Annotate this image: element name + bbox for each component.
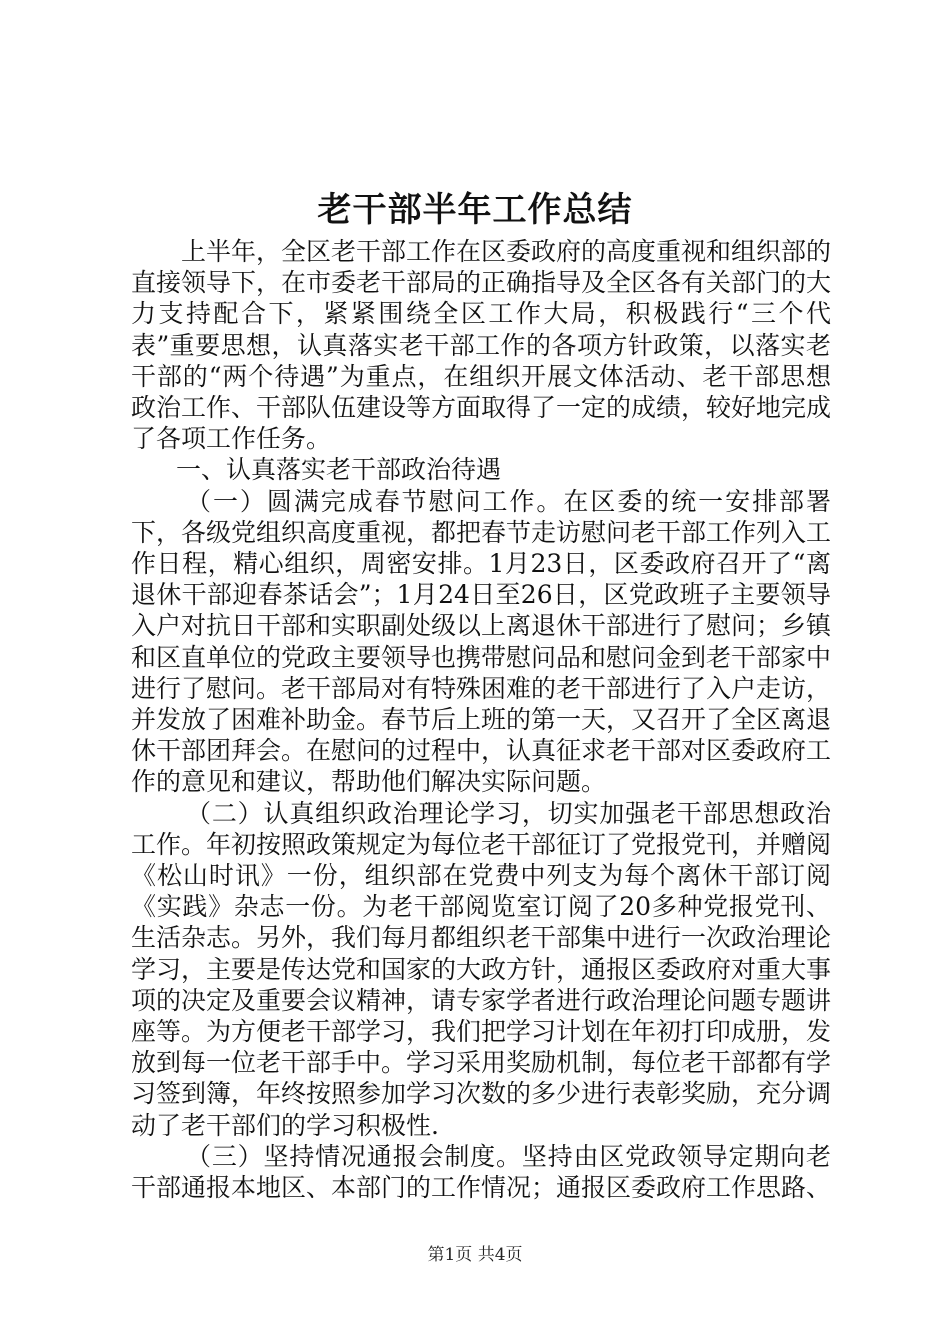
document-title: 老干部半年工作总结 <box>317 190 633 230</box>
page-number-footer: 第1页 共4页 <box>427 1245 523 1265</box>
list-item-paragraph: （三）坚持情况通报会制度。坚持由区党政领导定期向老干部通报本地区、本部门的工作情况；通报区委政府工作思路、 <box>131 1141 832 1203</box>
intro-paragraph: 上半年，全区老干部工作在区委政府的高度重视和组织部的直接领导下，在市委老干部局的正确指导及全区各有关部门的大力支持配合下，紧紧围绕全区工作大局，积极践行“三个代表”重要思想，认真落实老干部工作的各项方针政策，以落实老干部的“两个待遇”为重点，在组织开展文体活动、老干部思想政治工作、干部队伍建设等方面取得了一定的成绩，较好地完成了各项工作任务。 <box>131 237 832 454</box>
section-heading: 一、认真落实老干部政治待遇 <box>176 455 502 485</box>
document-body <box>131 236 831 1203</box>
list-item-paragraph: （二）认真组织政治理论学习，切实加强老干部思想政治工作。年初按照政策规定为每位老干部征订了党报党刊，并赠阅《松山时讯》一份，组织部在党费中列支为每个离休干部订阅《实践》杂志一份。为老干部阅览室订阅了20多种党报党刊、生活杂志。另外，我们每月都组织老干部集中进行一次政治理论学习，主要是传达党和国家的大政方针，通报区委政府对重大事项的决定及重要会议精神，请专家学者进行政治理论问题专题讲座等。为方便老干部学习，我们把学习计划在年初打印成册，发放到每一位老干部手中。学习采用奖励机制，每位老干部都有学习签到簿，年终按照参加学习次数的多少进行表彰奖励，充分调动了老干部们的学习积极性. <box>131 798 832 1140</box>
list-item-paragraph: （一）圆满完成春节慰问工作。在区委的统一安排部署下，各级党组织高度重视，都把春节走访慰问老干部工作列入工作日程，精心组织，周密安排。1月23日，区委政府召开了“离退休干部迎春茶话会”；1月24日至26日，区党政班子主要领导入户对抗日干部和实职副处级以上离退休干部进行了慰问；乡镇和区直单位的党政主要领导也携带慰问品和慰问金到老干部家中进行了慰问。老干部局对有特殊困难的老干部进行了入户走访，并发放了困难补助金。春节后上班的第一天，又召开了全区离退休干部团拜会。在慰问的过程中，认真征求老干部对区委政府工作的意见和建议，帮助他们解决实际问题。 <box>131 486 832 797</box>
